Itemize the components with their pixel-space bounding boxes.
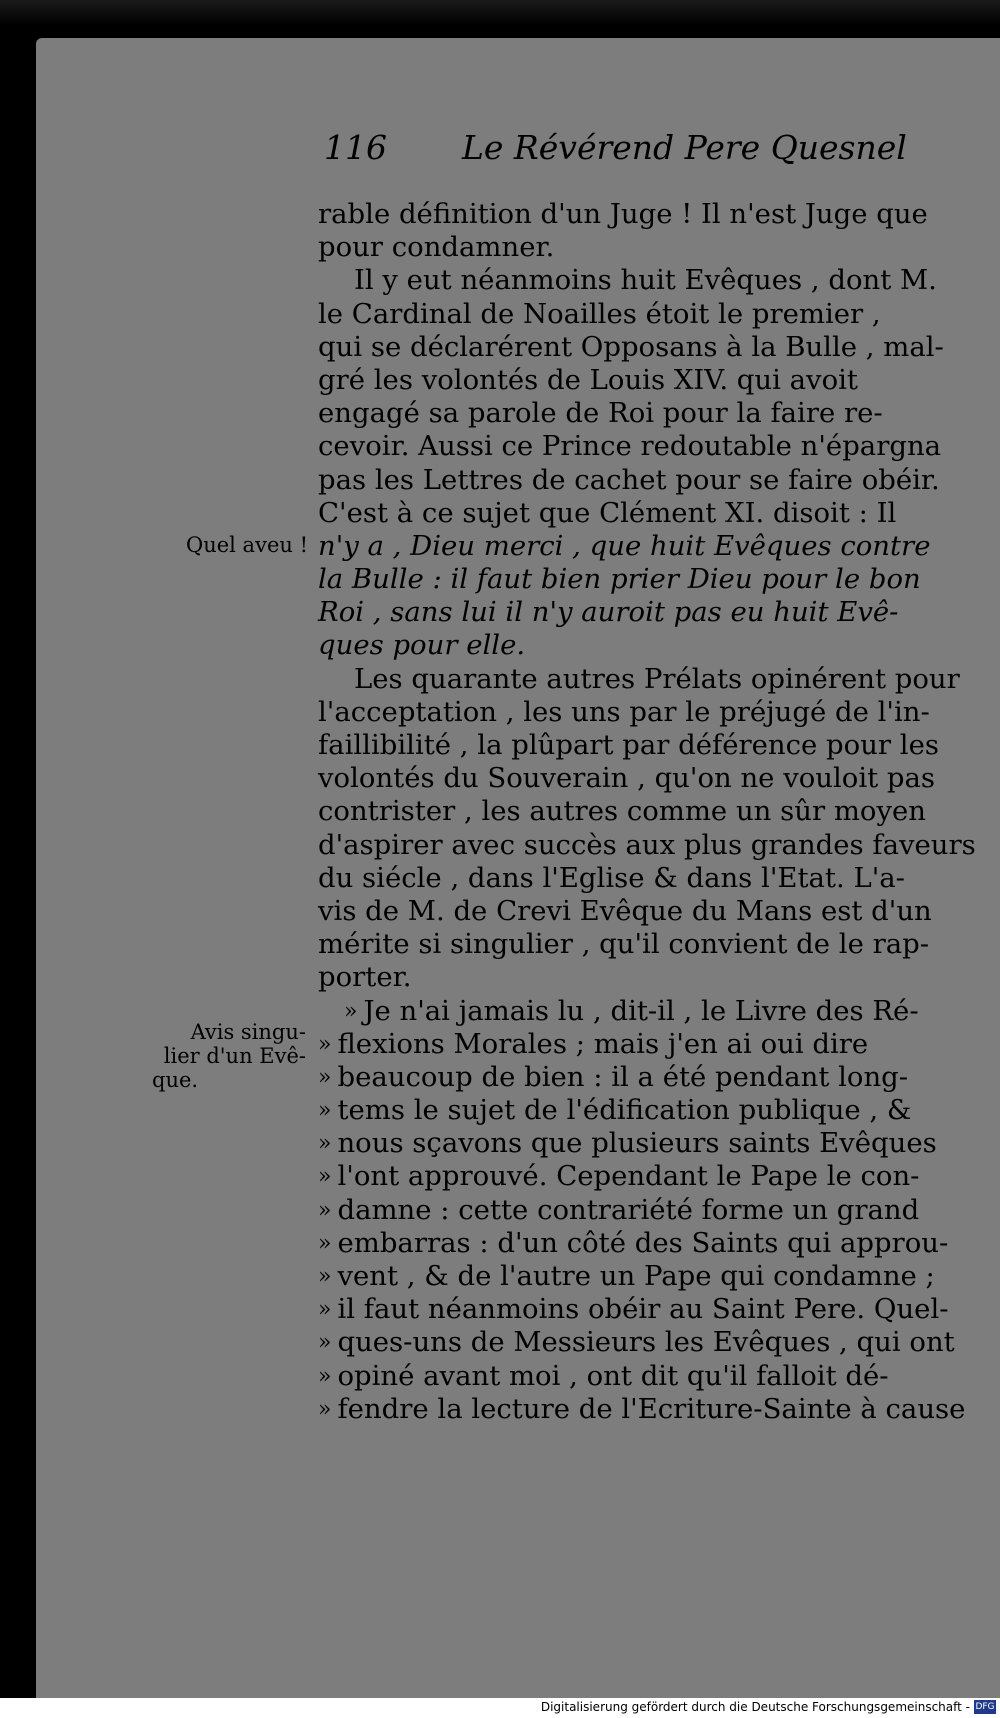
quote-mark: » xyxy=(318,1363,332,1389)
margin-note-avis-singulier xyxy=(150,1020,306,1092)
running-title: Le Révérend Pere Quesnel xyxy=(462,128,907,167)
text-line: porter. xyxy=(318,961,412,994)
text-line: faillibilité , la plûpart par déférence pour les xyxy=(318,729,939,761)
text-line: contrister , les autres comme un sûr moyen xyxy=(318,795,926,828)
text-line: fendre la lecture de l'Ecriture-Sainte à cause xyxy=(337,1392,966,1425)
text-line: tems le sujet de l'édification publique , & xyxy=(337,1094,912,1127)
page-header xyxy=(320,124,925,168)
text-line: Je n'ai jamais lu , dit-il , le Livre des Ré- xyxy=(363,994,919,1027)
quoted-line xyxy=(318,1326,955,1359)
quoted-line xyxy=(318,1360,928,1393)
text-line: la Bulle : il faut bien prier Dieu pour le bon xyxy=(318,563,921,596)
quote-mark: » xyxy=(318,1164,332,1190)
quote-mark: » xyxy=(318,1031,332,1057)
quote-mark: » xyxy=(318,1297,332,1323)
text-line: le Cardinal de Noailles étoit le premier , xyxy=(318,297,881,330)
quote-mark: » xyxy=(318,1064,332,1090)
text-line: Il y eut néanmoins huit Evêques , dont M. xyxy=(354,264,937,297)
text-line: volontés du Souverain , qu'on ne vouloit pas xyxy=(318,762,936,795)
margin-note-line: lier d'un Evê- xyxy=(163,1044,306,1068)
scan-top-edge xyxy=(0,0,1000,26)
quoted-line xyxy=(318,1392,966,1426)
text-line: qui se déclarérent Opposans à la Bulle , mal- xyxy=(318,330,944,363)
quoted-line xyxy=(318,1293,949,1326)
quote-mark: » xyxy=(318,1264,332,1289)
text-line: l'acceptation , les uns par le préjugé de l'in- xyxy=(318,695,930,728)
text-line: vent , & de l'autre un Pape qui condamne ; xyxy=(337,1260,935,1292)
quote-mark: » xyxy=(318,1330,332,1356)
text-line: embarras : d'un côté des Saints qui approu- xyxy=(337,1226,949,1259)
text-line: beaucoup de bien : il a été pendant long- xyxy=(337,1060,909,1093)
margin-note-line: Quel aveu ! xyxy=(186,533,309,557)
text-line: du siécle , dans l'Eglise & dans l'Etat. L'a- xyxy=(318,861,905,894)
quoted-line xyxy=(318,1160,928,1193)
dfg-logo: DFG xyxy=(975,1702,995,1712)
quoted-line xyxy=(318,995,928,1028)
text-line: l'ont approuvé. Cependant le Pape le con- xyxy=(337,1160,920,1193)
quoted-line xyxy=(318,1226,949,1260)
footer-credit: Digitalisierung gefördert durch die Deutsche Forschungsgemeinschaft - xyxy=(540,1700,970,1714)
text-line: flexions Morales ; mais j'en ai oui dire xyxy=(337,1027,869,1060)
quoted-line xyxy=(318,1061,928,1094)
quote-mark: » xyxy=(318,1131,332,1157)
text-line: Les quarante autres Prélats opinérent pour xyxy=(354,662,960,695)
quote-mark: » xyxy=(318,1396,332,1422)
digitization-footer xyxy=(0,1698,1000,1718)
quote-mark: » xyxy=(318,1197,332,1223)
quoted-line xyxy=(318,1260,935,1293)
text-line: nous sçavons que plusieurs saints Evêques xyxy=(337,1127,937,1160)
text-line: pour condamner. xyxy=(318,231,555,264)
text-line: d'aspirer avec succès aux plus grandes faveurs xyxy=(318,828,976,861)
text-line: ques pour elle. xyxy=(318,629,526,662)
margin-note-quel-aveu xyxy=(186,533,309,557)
text-line: C'est à ce sujet que Clément XI. disoit : Il xyxy=(318,496,897,529)
text-line: n'y a , Dieu merci , que huit Evêques contre xyxy=(318,529,931,562)
margin-note-line: Avis singu- xyxy=(190,1020,306,1044)
body-text xyxy=(318,198,976,1426)
text-line: ques-uns de Messieurs les Evêques , qui ont xyxy=(337,1326,955,1359)
page-number: 116 xyxy=(324,128,387,167)
quoted-line xyxy=(318,1094,928,1127)
text-line: mérite si singulier , qu'il convient de le rap- xyxy=(318,928,930,961)
margin-note-line: que. xyxy=(152,1068,199,1092)
quote-mark: » xyxy=(318,1098,332,1124)
quoted-line xyxy=(318,1194,928,1227)
text-line: vis de M. de Crevi Evêque du Mans est d'un xyxy=(318,894,932,927)
text-line: rable définition d'un Juge ! Il n'est Juge que xyxy=(318,198,928,230)
text-line: engagé sa parole de Roi pour la faire re- xyxy=(318,397,883,430)
text-line: cevoir. Aussi ce Prince redoutable n'épargna xyxy=(318,430,942,463)
quoted-line xyxy=(318,1028,928,1061)
text-line: damne : cette contrariété forme un grand xyxy=(337,1193,920,1226)
text-line: Roi , sans lui il n'y auroit pas eu huit Evê- xyxy=(318,596,899,629)
text-line: opiné avant moi , ont dit qu'il falloit dé- xyxy=(337,1359,889,1392)
quoted-line xyxy=(318,1127,937,1160)
quote-mark: » xyxy=(318,1230,332,1256)
text-line: il faut néanmoins obéir au Saint Pere. Quel- xyxy=(337,1293,949,1326)
text-line: gré les volontés de Louis XIV. qui avoit xyxy=(318,363,858,396)
text-line: pas les Lettres de cachet pour se faire obéir. xyxy=(318,463,940,496)
quote-mark: » xyxy=(344,998,358,1024)
